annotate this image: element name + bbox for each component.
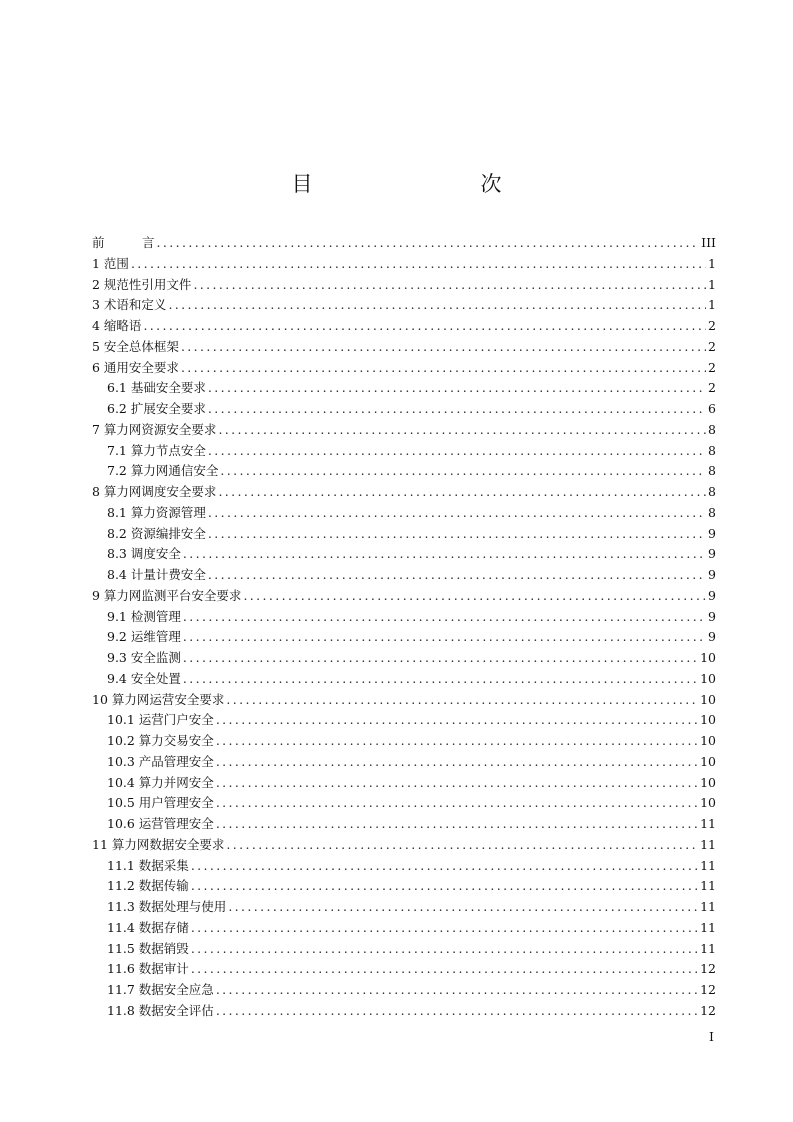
toc-leader-dots <box>216 793 698 814</box>
toc-leader-dots <box>191 918 698 939</box>
toc-leader-dots <box>191 959 698 980</box>
toc-leader-dots <box>181 337 706 358</box>
toc-entry-page: 9 <box>708 546 716 562</box>
toc-entry-page: 2 <box>708 338 716 354</box>
toc-entry-page: 2 <box>708 380 716 396</box>
toc-entry-page: 1 <box>708 297 716 313</box>
toc-entry-page: 10 <box>700 753 716 769</box>
toc-entry[interactable] <box>92 544 716 565</box>
toc-entry[interactable] <box>92 295 716 316</box>
toc-entry-page: 10 <box>700 650 716 665</box>
toc-entry-label: 9.1 检测管理 <box>107 608 181 624</box>
toc-entry-label: 1 范围 <box>92 255 129 271</box>
toc-entry-page: 9 <box>708 629 716 645</box>
toc-leader-dots <box>191 939 698 960</box>
toc-entry-label: 5 安全总体框架 <box>92 338 179 354</box>
toc-entry-page: 12 <box>700 1002 716 1018</box>
toc-entry-label: 6.1 基础安全要求 <box>107 380 206 396</box>
toc-leader-dots <box>183 607 706 628</box>
toc-entry-label: 9.2 运维管理 <box>107 629 181 645</box>
toc-entry-page: 8 <box>708 421 716 437</box>
toc-entry-label: 11.2 数据传输 <box>107 878 189 894</box>
toc-entry-label: 7.1 算力节点安全 <box>107 442 206 458</box>
toc-entry[interactable] <box>92 627 716 648</box>
toc-entry[interactable] <box>92 835 716 856</box>
toc-leader-dots <box>216 752 698 773</box>
toc-entry-page: 10 <box>700 733 716 748</box>
toc-leader-dots <box>208 399 706 420</box>
toc-leader-dots <box>208 441 706 462</box>
toc-entry-label: 10.4 算力并网安全 <box>107 774 214 790</box>
toc-entry[interactable] <box>92 378 716 399</box>
toc-leader-dots <box>243 586 706 607</box>
toc-entry[interactable] <box>92 316 716 337</box>
page-title: 目 次 <box>291 172 544 196</box>
toc-entry-label: 11.7 数据安全应急 <box>107 982 214 997</box>
toc-entry-label: 7 算力网资源安全要求 <box>92 421 217 437</box>
toc-entry-label: 6.2 扩展安全要求 <box>107 401 206 416</box>
toc-entry[interactable] <box>92 420 716 441</box>
toc-leader-dots <box>216 731 698 752</box>
toc-entry-label: 9 算力网监测平台安全要求 <box>92 587 242 603</box>
toc-leader-dots <box>191 856 698 877</box>
table-of-contents <box>92 233 716 1022</box>
toc-entry-page: 11 <box>700 878 716 894</box>
toc-entry[interactable] <box>92 731 716 752</box>
toc-entry-label: 11 算力网数据安全要求 <box>92 836 225 852</box>
toc-entry-page: 1 <box>708 255 716 271</box>
toc-entry[interactable] <box>92 959 716 980</box>
toc-leader-dots <box>226 835 698 856</box>
toc-leader-dots <box>131 254 706 275</box>
toc-entry[interactable] <box>92 399 716 420</box>
toc-entry-label: 2 规范性引用文件 <box>92 276 192 292</box>
toc-leader-dots <box>216 814 698 835</box>
toc-entry-label: 9.3 安全监测 <box>107 650 181 665</box>
toc-leader-dots <box>191 876 698 897</box>
toc-entry-label: 11.3 数据处理与使用 <box>107 899 227 914</box>
toc-leader-dots <box>208 503 706 524</box>
toc-entry[interactable] <box>92 980 716 1001</box>
toc-entry-label: 10.1 运营门户安全 <box>107 712 214 728</box>
toc-entry[interactable] <box>92 939 716 960</box>
toc-entry-page: 8 <box>708 484 716 499</box>
toc-entry-page: 8 <box>708 442 716 458</box>
toc-entry-page: 10 <box>700 774 716 790</box>
toc-entry-page: 2 <box>708 359 716 375</box>
toc-entry[interactable] <box>92 275 716 296</box>
toc-entry[interactable] <box>92 358 716 379</box>
toc-entry[interactable] <box>92 524 716 545</box>
toc-entry-page: 9 <box>708 525 716 541</box>
toc-entry-label: 7.2 算力网通信安全 <box>107 463 219 479</box>
toc-entry-page: 10 <box>700 795 716 811</box>
toc-entry-page: 11 <box>700 816 716 831</box>
toc-leader-dots <box>218 420 706 441</box>
toc-leader-dots <box>220 461 706 482</box>
toc-entry[interactable] <box>92 752 716 773</box>
toc-leader-dots <box>226 690 698 711</box>
toc-entry[interactable] <box>92 876 716 897</box>
toc-entry-page: 10 <box>700 670 716 686</box>
toc-entry-page: 11 <box>700 940 716 956</box>
toc-entry-page: 12 <box>700 982 716 997</box>
toc-entry-label: 11.4 数据存储 <box>107 919 189 935</box>
toc-entry[interactable] <box>92 233 716 254</box>
toc-entry[interactable] <box>92 648 716 669</box>
toc-entry-label: 11.5 数据销毁 <box>107 940 189 956</box>
toc-leader-dots <box>216 710 698 731</box>
toc-leader-dots <box>208 378 706 399</box>
toc-entry-page: 10 <box>700 712 716 728</box>
toc-entry-label: 10.3 产品管理安全 <box>107 753 214 769</box>
toc-leader-dots <box>228 897 698 918</box>
toc-entry-page: 9 <box>708 567 716 582</box>
toc-leader-dots <box>183 648 698 669</box>
toc-entry-label: 11.1 数据采集 <box>107 857 189 873</box>
toc-leader-dots <box>216 773 698 794</box>
toc-entry[interactable] <box>92 856 716 877</box>
toc-leader-dots <box>183 669 698 690</box>
toc-entry-label: 10.6 运营管理安全 <box>107 816 214 831</box>
toc-entry-label: 8 算力网调度安全要求 <box>92 484 217 499</box>
toc-entry[interactable] <box>92 461 716 482</box>
toc-entry-page: 9 <box>708 587 716 603</box>
toc-entry-page: 6 <box>708 401 716 416</box>
toc-entry[interactable] <box>92 1001 716 1022</box>
toc-entry[interactable] <box>92 607 716 628</box>
toc-leader-dots <box>157 233 700 254</box>
toc-entry[interactable] <box>92 586 716 607</box>
toc-entry[interactable] <box>92 918 716 939</box>
toc-entry-page: 10 <box>700 691 716 707</box>
toc-entry-label: 10.5 用户管理安全 <box>107 795 214 811</box>
toc-leader-dots <box>218 482 706 503</box>
page-number: I <box>709 1029 714 1044</box>
toc-leader-dots <box>181 358 706 379</box>
toc-entry-page: 11 <box>700 899 716 914</box>
toc-entry-label: 8.1 算力资源管理 <box>107 504 206 520</box>
toc-entry-page: 11 <box>700 857 716 873</box>
toc-entry-label: 3 术语和定义 <box>92 297 167 313</box>
toc-entry[interactable] <box>92 669 716 690</box>
toc-leader-dots <box>183 627 706 648</box>
toc-entry[interactable] <box>92 503 716 524</box>
toc-entry[interactable] <box>92 337 716 358</box>
toc-leader-dots <box>168 295 706 316</box>
toc-entry-label: 9.4 安全处置 <box>107 670 181 686</box>
toc-entry-page: III <box>701 235 716 250</box>
toc-entry-page: 8 <box>708 463 716 479</box>
toc-entry-label: 10.2 算力交易安全 <box>107 733 214 748</box>
toc-entry-label: 8.4 计量计费安全 <box>107 567 206 582</box>
toc-entry[interactable] <box>92 482 716 503</box>
toc-entry-page: 12 <box>700 961 716 977</box>
toc-entry-label: 10 算力网运营安全要求 <box>92 691 225 707</box>
toc-entry[interactable] <box>92 565 716 586</box>
toc-entry-page: 8 <box>708 504 716 520</box>
toc-leader-dots <box>208 565 706 586</box>
toc-leader-dots <box>208 524 706 545</box>
toc-entry[interactable] <box>92 690 716 711</box>
toc-entry-label: 11.8 数据安全评估 <box>107 1002 214 1018</box>
toc-entry-page: 9 <box>708 608 716 624</box>
toc-entry-label: 8.2 资源编排安全 <box>107 525 206 541</box>
toc-entry-page: 1 <box>708 276 716 292</box>
toc-entry[interactable] <box>92 254 716 275</box>
toc-entry[interactable] <box>92 793 716 814</box>
toc-entry[interactable] <box>92 897 716 918</box>
toc-entry-label: 前 言 <box>92 235 155 250</box>
toc-entry-label: 8.3 调度安全 <box>107 546 181 562</box>
toc-entry[interactable] <box>92 441 716 462</box>
toc-leader-dots <box>183 544 706 565</box>
toc-leader-dots <box>216 980 698 1001</box>
toc-entry[interactable] <box>92 814 716 835</box>
toc-entry[interactable] <box>92 773 716 794</box>
toc-entry-label: 6 通用安全要求 <box>92 359 179 375</box>
toc-leader-dots <box>216 1001 698 1022</box>
toc-entry-page: 11 <box>700 919 716 935</box>
toc-leader-dots <box>143 316 706 337</box>
toc-entry-page: 2 <box>708 318 716 333</box>
toc-entry-label: 11.6 数据审计 <box>107 961 189 977</box>
toc-entry-page: 11 <box>700 836 716 852</box>
toc-entry-label: 4 缩略语 <box>92 318 142 333</box>
toc-entry[interactable] <box>92 710 716 731</box>
toc-leader-dots <box>193 275 706 296</box>
